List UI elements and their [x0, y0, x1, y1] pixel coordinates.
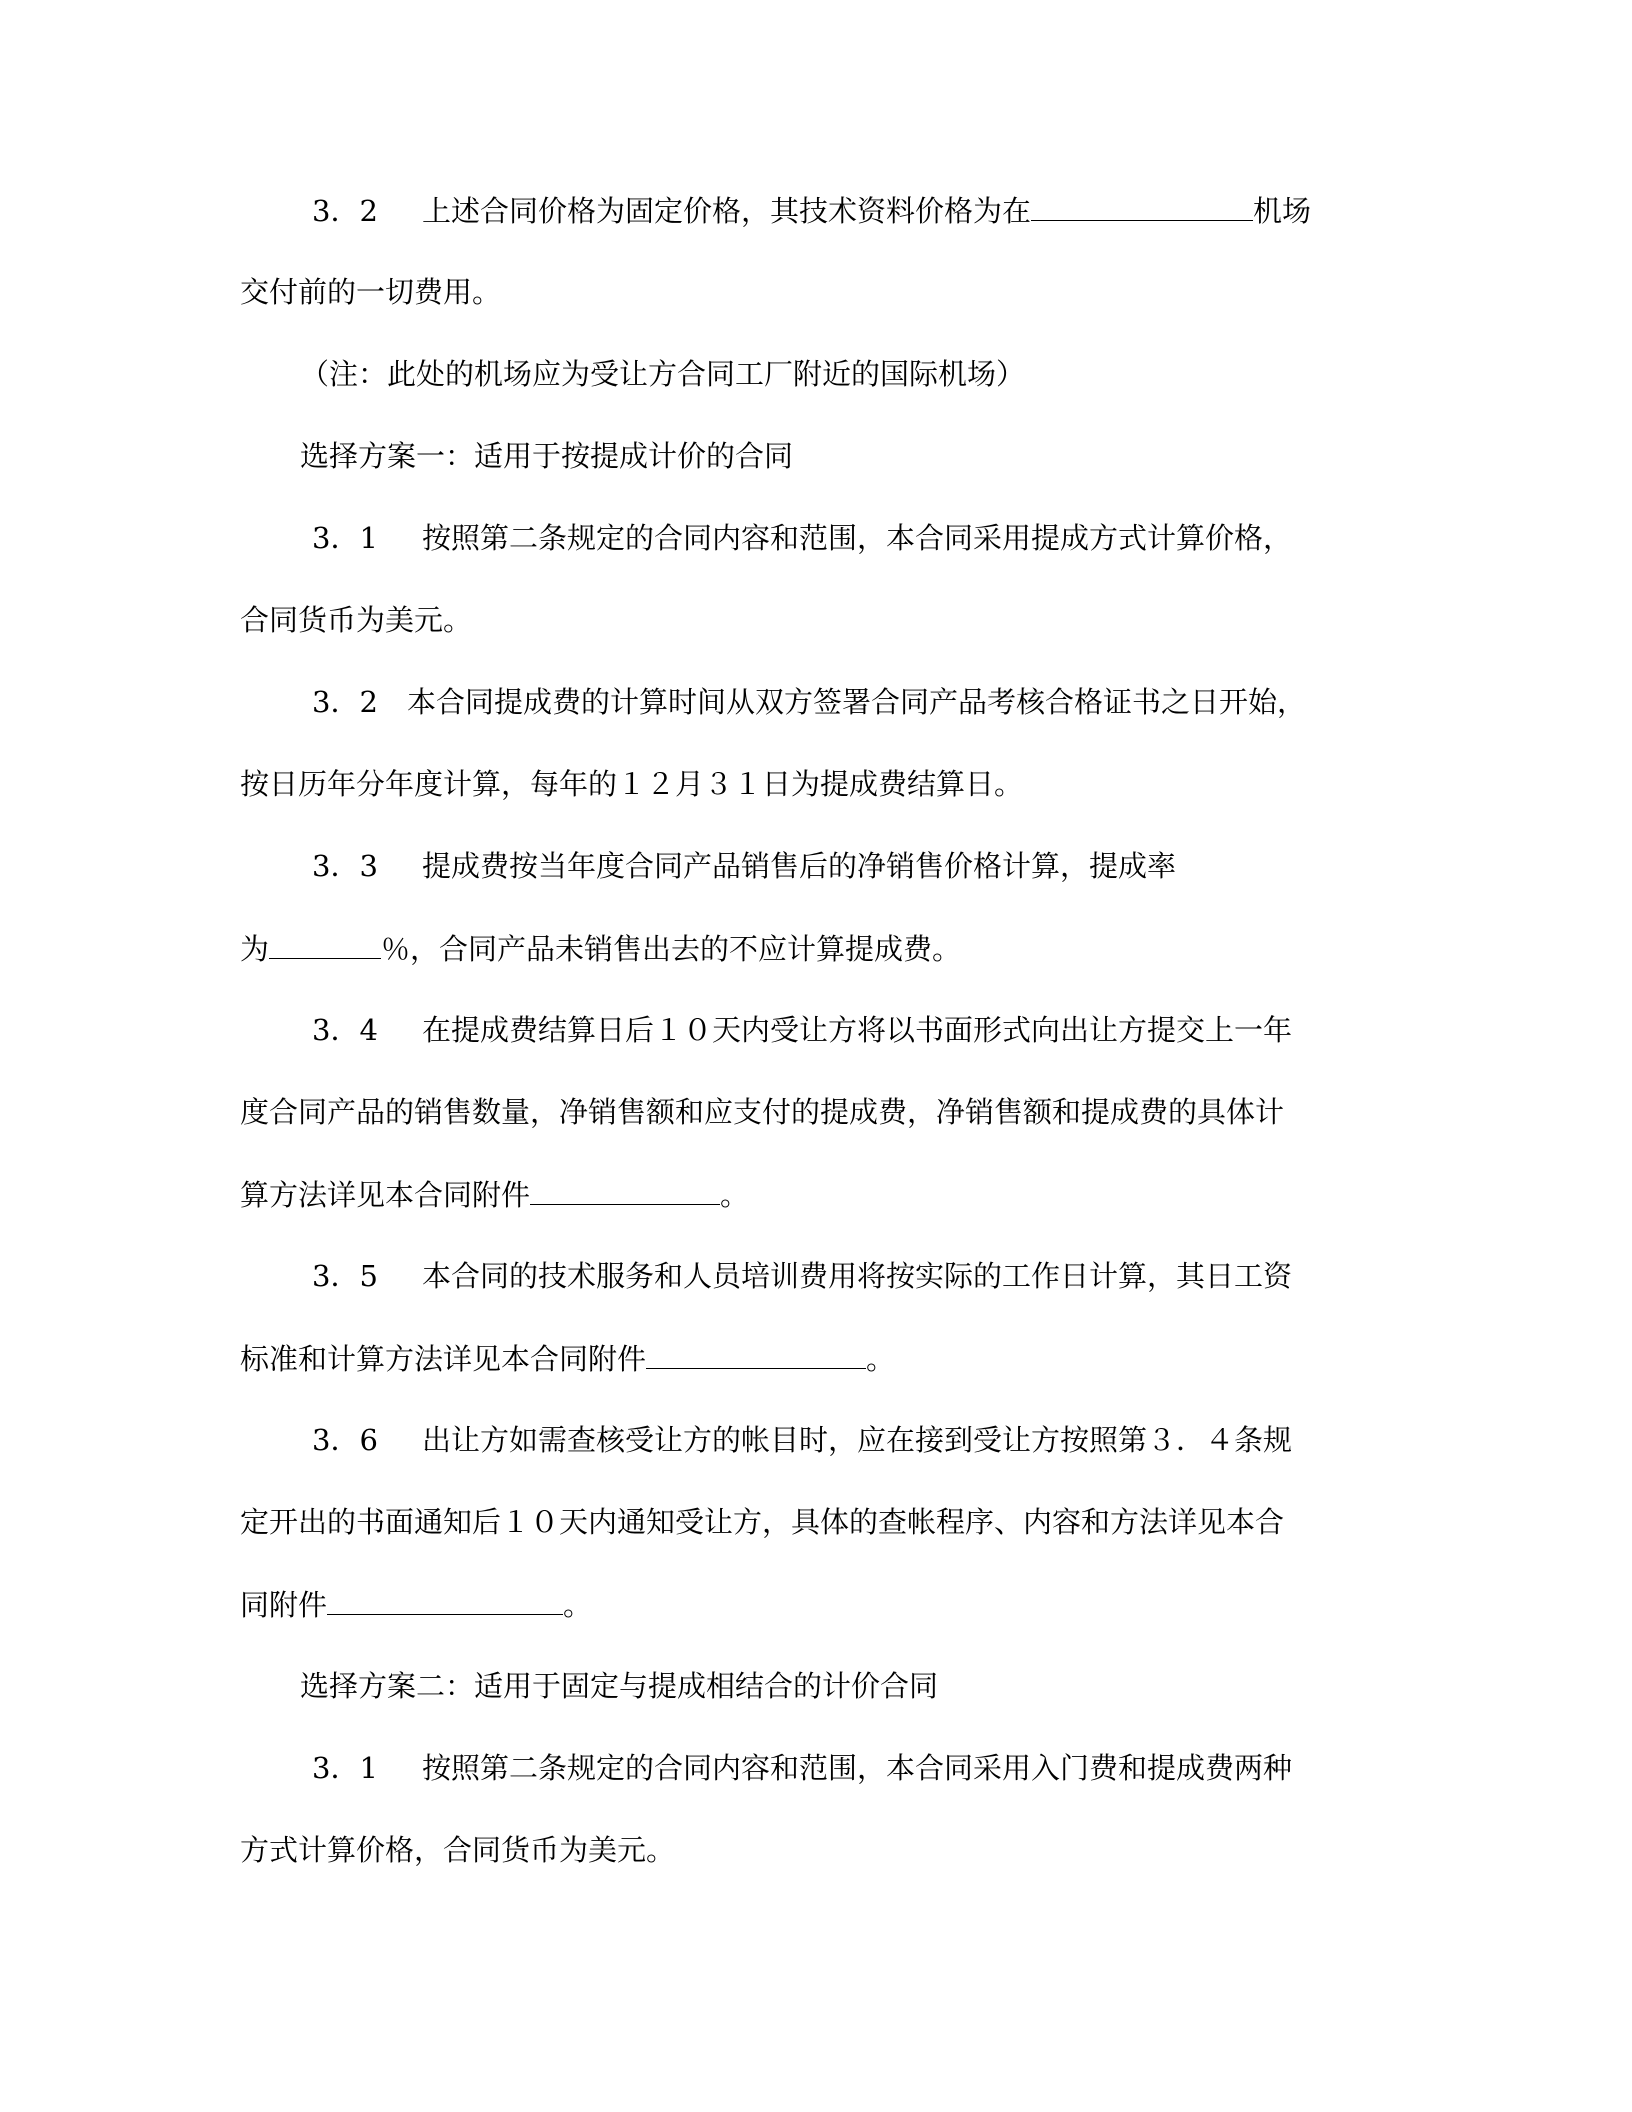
- clause-3-1-combined: [312, 1748, 1452, 1788]
- clause-3-4-report: [312, 1010, 1452, 1050]
- clause-3-3-continuation: [240, 928, 1380, 969]
- blank-field-airport[interactable]: [1031, 190, 1253, 221]
- option-two-heading: 选择方案二：适用于固定与提成相结合的计价合同: [300, 1669, 939, 1703]
- clause-number: 3．4: [312, 1013, 378, 1047]
- clause-3-6-continuation-2: [240, 1584, 1380, 1625]
- clause-number: 3．1: [312, 521, 378, 555]
- clause-3-1-royalty: [312, 518, 1452, 558]
- clause-3-5-services: [312, 1256, 1452, 1296]
- clause-number: 3．2: [312, 194, 378, 228]
- clause-number: 3．1: [312, 1751, 378, 1785]
- clause-text-head: 同附件: [240, 1588, 328, 1622]
- clause-text: 上述合同价格为固定价格，其技术资料价格为在: [422, 194, 1032, 228]
- clause-text: 按照第二条规定的合同内容和范围，本合同采用提成方式计算价格，: [422, 521, 1293, 555]
- clause-text-tail: 。: [866, 1342, 896, 1376]
- clause-3-2-continuation: 交付前的一切费用。: [240, 275, 502, 309]
- clause-3-2-royalty-period: [312, 682, 1452, 722]
- clause-text: 在提成费结算日后１０天内受让方将以书面形式向出让方提交上一年: [422, 1013, 1293, 1047]
- clause-text-head: 为: [240, 932, 270, 966]
- clause-3-2-royalty-continuation: 按日历年分年度计算，每年的１２月３１日为提成费结算日。: [240, 767, 1024, 801]
- clause-text: 按照第二条规定的合同内容和范围，本合同采用入门费和提成费两种: [422, 1751, 1293, 1785]
- blank-field-annex[interactable]: [530, 1174, 720, 1205]
- blank-field-annex[interactable]: [327, 1584, 563, 1615]
- clause-text: 本合同提成费的计算时间从双方签署合同产品考核合格证书之日开始，: [407, 685, 1307, 719]
- clause-3-4-continuation-2: [240, 1174, 1380, 1215]
- clause-3-6-audit: [312, 1420, 1452, 1460]
- clause-text-head: 标准和计算方法详见本合同附件: [240, 1342, 647, 1376]
- blank-field-annex[interactable]: [646, 1338, 866, 1369]
- clause-3-6-continuation-1: 定开出的书面通知后１０天内通知受让方，具体的查帐程序、内容和方法详见本合: [240, 1505, 1285, 1539]
- option-one-heading: 选择方案一：适用于按提成计价的合同: [300, 439, 794, 473]
- clause-text-head: 算方法详见本合同附件: [240, 1178, 531, 1212]
- clause-text-tail: 机场: [1253, 194, 1312, 228]
- clause-text-tail: ％，合同产品未销售出去的不应计算提成费。: [381, 932, 962, 966]
- airport-note: （注：此处的机场应为受让方合同工厂附近的国际机场）: [300, 357, 1026, 391]
- clause-3-2-fixed-price: [312, 190, 1452, 231]
- clause-3-1-continuation: 合同货币为美元。: [240, 603, 473, 637]
- clause-number: 3．3: [312, 849, 378, 883]
- clause-number: 3．6: [312, 1423, 378, 1457]
- clause-number: 3．5: [312, 1259, 378, 1293]
- clause-text-tail: 。: [720, 1178, 750, 1212]
- clause-text: 提成费按当年度合同产品销售后的净销售价格计算，提成率: [422, 849, 1177, 883]
- clause-3-1-combined-continuation: 方式计算价格，合同货币为美元。: [240, 1833, 676, 1867]
- clause-3-3-royalty-rate: [312, 846, 1452, 886]
- clause-text: 本合同的技术服务和人员培训费用将按实际的工作日计算，其日工资: [422, 1259, 1293, 1293]
- clause-text-tail: 。: [563, 1588, 593, 1622]
- clause-3-4-continuation-1: 度合同产品的销售数量，净销售额和应支付的提成费，净销售额和提成费的具体计: [240, 1095, 1285, 1129]
- clause-text: 出让方如需查核受让方的帐目时，应在接到受让方按照第３．４条规: [422, 1423, 1293, 1457]
- clause-3-5-continuation: [240, 1338, 1380, 1379]
- clause-number: 3．2: [312, 685, 378, 719]
- blank-field-rate[interactable]: [269, 928, 381, 959]
